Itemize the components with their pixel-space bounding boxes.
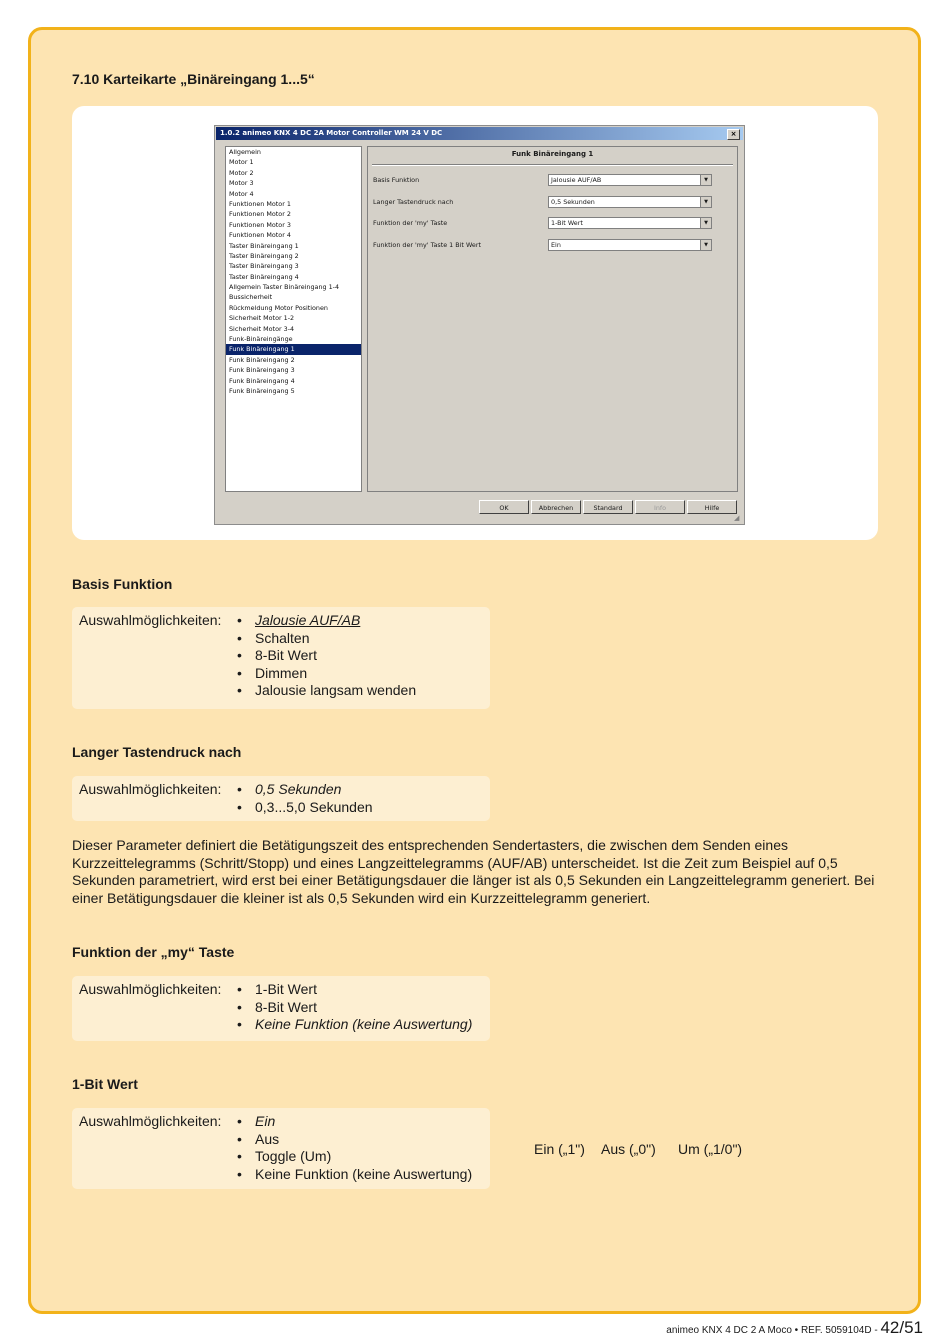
option-default: 0,5 Sekunden [255,781,342,797]
tree-item[interactable]: Allgemein [229,148,261,156]
list-item: • 0,3...5,0 Sekunden [237,798,373,815]
param-label-langer: Langer Tastendruck nach [373,198,454,206]
param-label-bit: Funktion der 'my' Taste 1 Bit Wert [373,241,481,249]
tree-item[interactable]: Funk Binäreingang 2 [229,355,295,364]
list-item: • 8-Bit Wert [237,647,317,663]
tree-item[interactable]: Motor 1 [229,158,254,167]
param-label-basis: Basis Funktion [373,176,420,184]
dialog-title: 1.0.2 animeo KNX 4 DC 2A Motor Controller WM 24 V DC [220,129,443,137]
dialog-title-bar [216,127,743,140]
list-item: • Toggle (Um) [237,1148,332,1164]
list-item: • Keine Funktion (keine Auswertung) [237,1165,473,1182]
tree-item[interactable]: Sicherheit Motor 3-4 [229,324,295,333]
param-value-bit: Ein [551,241,561,249]
list-item: • Aus [237,1130,280,1147]
parameter-panel [367,146,738,492]
param-value-basis: Jalousie AUF/AB [551,176,602,184]
list-item: • 8-Bit Wert [237,998,317,1015]
tree-item[interactable]: Motor 4 [229,189,254,198]
standard-button[interactable]: Standard [583,500,633,514]
tree-item[interactable]: Taster Binäreingang 2 [229,251,299,260]
section-heading: 7.10 Karteikarte „Binäreingang 1...5“ [72,71,315,87]
basis-title: Basis Funktion [72,576,173,592]
param-select-basis[interactable] [548,174,712,186]
list-item: • Jalousie AUF/AB [237,612,361,628]
info-button[interactable]: Info [635,500,685,514]
tree-item[interactable]: Funktionen Motor 3 [229,220,291,229]
my-options-box [72,976,490,1041]
ok-button[interactable]: OK [479,500,529,514]
basis-options-box [72,607,490,709]
param-value-my: 1-Bit Wert [551,219,583,227]
tree-item[interactable]: Sicherheit Motor 1-2 [229,314,295,323]
footer-reference: animeo KNX 4 DC 2 A Moco • REF. 5059104D - [666,1325,881,1336]
tree-item[interactable]: Taster Binäreingang 3 [229,262,299,271]
bit-value-aus: Aus („0") [601,1141,656,1157]
list-item: • Schalten [237,629,310,646]
tree-item[interactable]: Taster Binäreingang 4 [229,272,299,281]
langer-description: Dieser Parameter definiert die Betätigungszeit des entsprechenden Sendertasters, die zwischen dem Senden eines Kurzzeittelegramms (Schritt/Stopp) und eines Langzeittelegramms (AUF/AB) unterscheidet. Ist die Zeit zum Beispiel auf 0,5 Sekunden parametriert, wird erst bei einer Betätigungsdauer die länger ist als 0,5 Sekunden ein Langzeittelegramm generiert. Bei einer Betätigungsdauer die kleiner ist als 0,5 Sekunden wird ein Kurzzeittelegramm generiert. [72,837,875,906]
basis-options-list [237,612,416,700]
tree-item[interactable]: Rückmeldung Motor Positionen [229,303,328,312]
langer-options-list [237,781,373,816]
list-item: • Ein [237,1113,276,1129]
page-footer [666,1318,923,1338]
close-icon[interactable]: × [727,129,740,140]
bit-options-box [72,1108,490,1189]
tree-item[interactable]: Taster Binäreingang 1 [229,241,299,250]
tree-item[interactable]: Allgemein Taster Binäreingang 1-4 [229,283,340,292]
list-item: • Jalousie langsam wenden [237,682,417,698]
chevron-down-icon[interactable]: ▼ [700,197,711,207]
option-default: Keine Funktion (keine Auswertung) [255,1016,473,1032]
tree-item[interactable]: Motor 3 [229,179,254,188]
options-label: Auswahlmöglichkeiten: [79,981,222,997]
tree-item[interactable]: Funk Binäreingang 3 [229,366,295,375]
tree-item[interactable]: Funk Binäreingang 4 [229,376,295,385]
param-value-langer: 0,5 Sekunden [551,198,595,206]
options-label: Auswahlmöglichkeiten: [79,781,222,797]
panel-title: Funk Binäreingang 1 [511,150,594,158]
cancel-button[interactable]: Abbrechen [531,500,581,514]
tree-item[interactable]: Motor 2 [229,168,254,177]
tree-item[interactable]: Funktionen Motor 2 [229,210,291,219]
option-default: Ein [255,1113,276,1129]
parameter-dialog [214,125,745,525]
langer-title: Langer Tastendruck nach [72,744,242,760]
param-select-my[interactable] [548,217,712,229]
list-item: • Keine Funktion (keine Auswertung) [237,1016,473,1032]
page-number: 42/51 [880,1318,923,1337]
param-select-langer[interactable] [548,196,712,208]
options-label: Auswahlmöglichkeiten: [79,612,222,628]
panel-divider [372,164,733,166]
list-item: • 0,5 Sekunden [237,781,342,797]
langer-options-box [72,776,490,821]
list-item: • 1-Bit Wert [237,981,317,997]
bit-title: 1-Bit Wert [72,1076,138,1092]
list-item: • Dimmen [237,664,308,681]
chevron-down-icon[interactable]: ▼ [700,175,711,185]
tree-item[interactable]: Funk Binäreingang 1 [226,344,361,354]
help-button[interactable]: Hilfe [687,500,737,514]
bit-options-list [237,1113,472,1183]
resize-grip-icon[interactable]: ◢ [734,514,740,522]
tree-item[interactable]: Funktionen Motor 4 [229,231,291,240]
my-options-list [237,981,472,1034]
tree-item[interactable]: Bussicherheit [229,293,273,302]
tree-item[interactable]: Funk-Binäreingänge [229,335,293,344]
tree-item[interactable]: Funktionen Motor 1 [229,199,291,208]
param-select-bit[interactable] [548,239,712,251]
bit-value-um: Um („1/0") [678,1141,743,1157]
chevron-down-icon[interactable]: ▼ [700,240,711,250]
options-label: Auswahlmöglichkeiten: [79,1113,222,1129]
option-default: Jalousie AUF/AB [255,612,361,628]
my-title: Funktion der „my“ Taste [72,944,235,960]
param-label-my: Funktion der 'my' Taste [373,219,448,227]
bit-value-ein: Ein („1") [534,1141,585,1157]
navigation-tree [225,146,362,492]
chevron-down-icon[interactable]: ▼ [700,218,711,228]
tree-item[interactable]: Funk Binäreingang 5 [229,386,295,395]
